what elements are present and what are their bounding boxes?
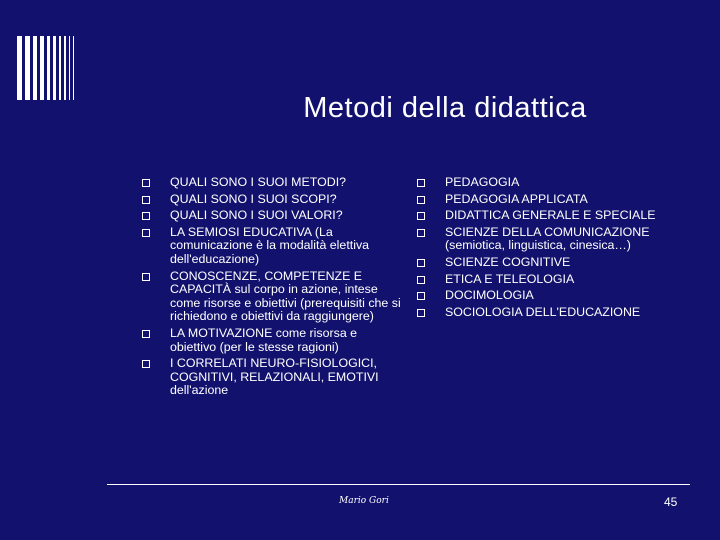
hollow-square-icon bbox=[142, 212, 150, 220]
hollow-square-icon bbox=[417, 229, 425, 237]
list-item: ETICA E TELEOLOGIA bbox=[417, 273, 697, 287]
hollow-square-icon bbox=[142, 360, 150, 368]
hollow-square-icon bbox=[142, 179, 150, 187]
list-item: SCIENZE DELLA COMUNICAZIONE (semiotica, linguistica, cinesica…) bbox=[417, 226, 697, 253]
list-item: SCIENZE COGNITIVE bbox=[417, 256, 697, 270]
hollow-square-icon bbox=[417, 196, 425, 204]
hollow-square-icon bbox=[417, 179, 425, 187]
list-item: DOCIMOLOGIA bbox=[417, 289, 697, 303]
list-item: QUALI SONO I SUOI SCOPI? bbox=[142, 193, 404, 207]
hollow-square-icon bbox=[142, 196, 150, 204]
hollow-square-icon bbox=[142, 330, 150, 338]
list-item: PEDAGOGIA APPLICATA bbox=[417, 193, 697, 207]
left-bullet-list bbox=[142, 176, 404, 401]
right-bullet-list bbox=[417, 176, 697, 322]
list-item: LA SEMIOSI EDUCATIVA (La comunicazione è la modalità elettiva dell'educazione) bbox=[142, 226, 404, 267]
list-item: SOCIOLOGIA DELL'EDUCAZIONE bbox=[417, 306, 697, 320]
list-item: QUALI SONO I SUOI METODI? bbox=[142, 176, 404, 190]
footer-author: Mario Gori bbox=[339, 496, 389, 506]
list-item: DIDATTICA GENERALE E SPECIALE bbox=[417, 209, 697, 223]
hollow-square-icon bbox=[417, 292, 425, 300]
list-item: PEDAGOGIA bbox=[417, 176, 697, 190]
list-item: I CORRELATI NEURO-FISIOLOGICI, COGNITIVI, RELAZIONALI, EMOTIVI dell'azione bbox=[142, 357, 404, 398]
footer-divider bbox=[107, 484, 690, 485]
hollow-square-icon bbox=[417, 309, 425, 317]
slide-title: Metodi della didattica bbox=[303, 92, 587, 124]
hollow-square-icon bbox=[417, 276, 425, 284]
list-item: LA MOTIVAZIONE come risorsa e obiettivo (per le stesse ragioni) bbox=[142, 327, 404, 354]
hollow-square-icon bbox=[142, 229, 150, 237]
hollow-square-icon bbox=[142, 273, 150, 281]
hollow-square-icon bbox=[417, 259, 425, 267]
list-item: CONOSCENZE, COMPETENZE E CAPACITÀ sul corpo in azione, intese come risorse e obiettivi (prerequisiti che si richiedono e obiettivi da raggiungere) bbox=[142, 270, 404, 324]
hollow-square-icon bbox=[417, 212, 425, 220]
list-item: QUALI SONO I SUOI VALORI? bbox=[142, 209, 404, 223]
page-number: 45 bbox=[664, 495, 678, 509]
